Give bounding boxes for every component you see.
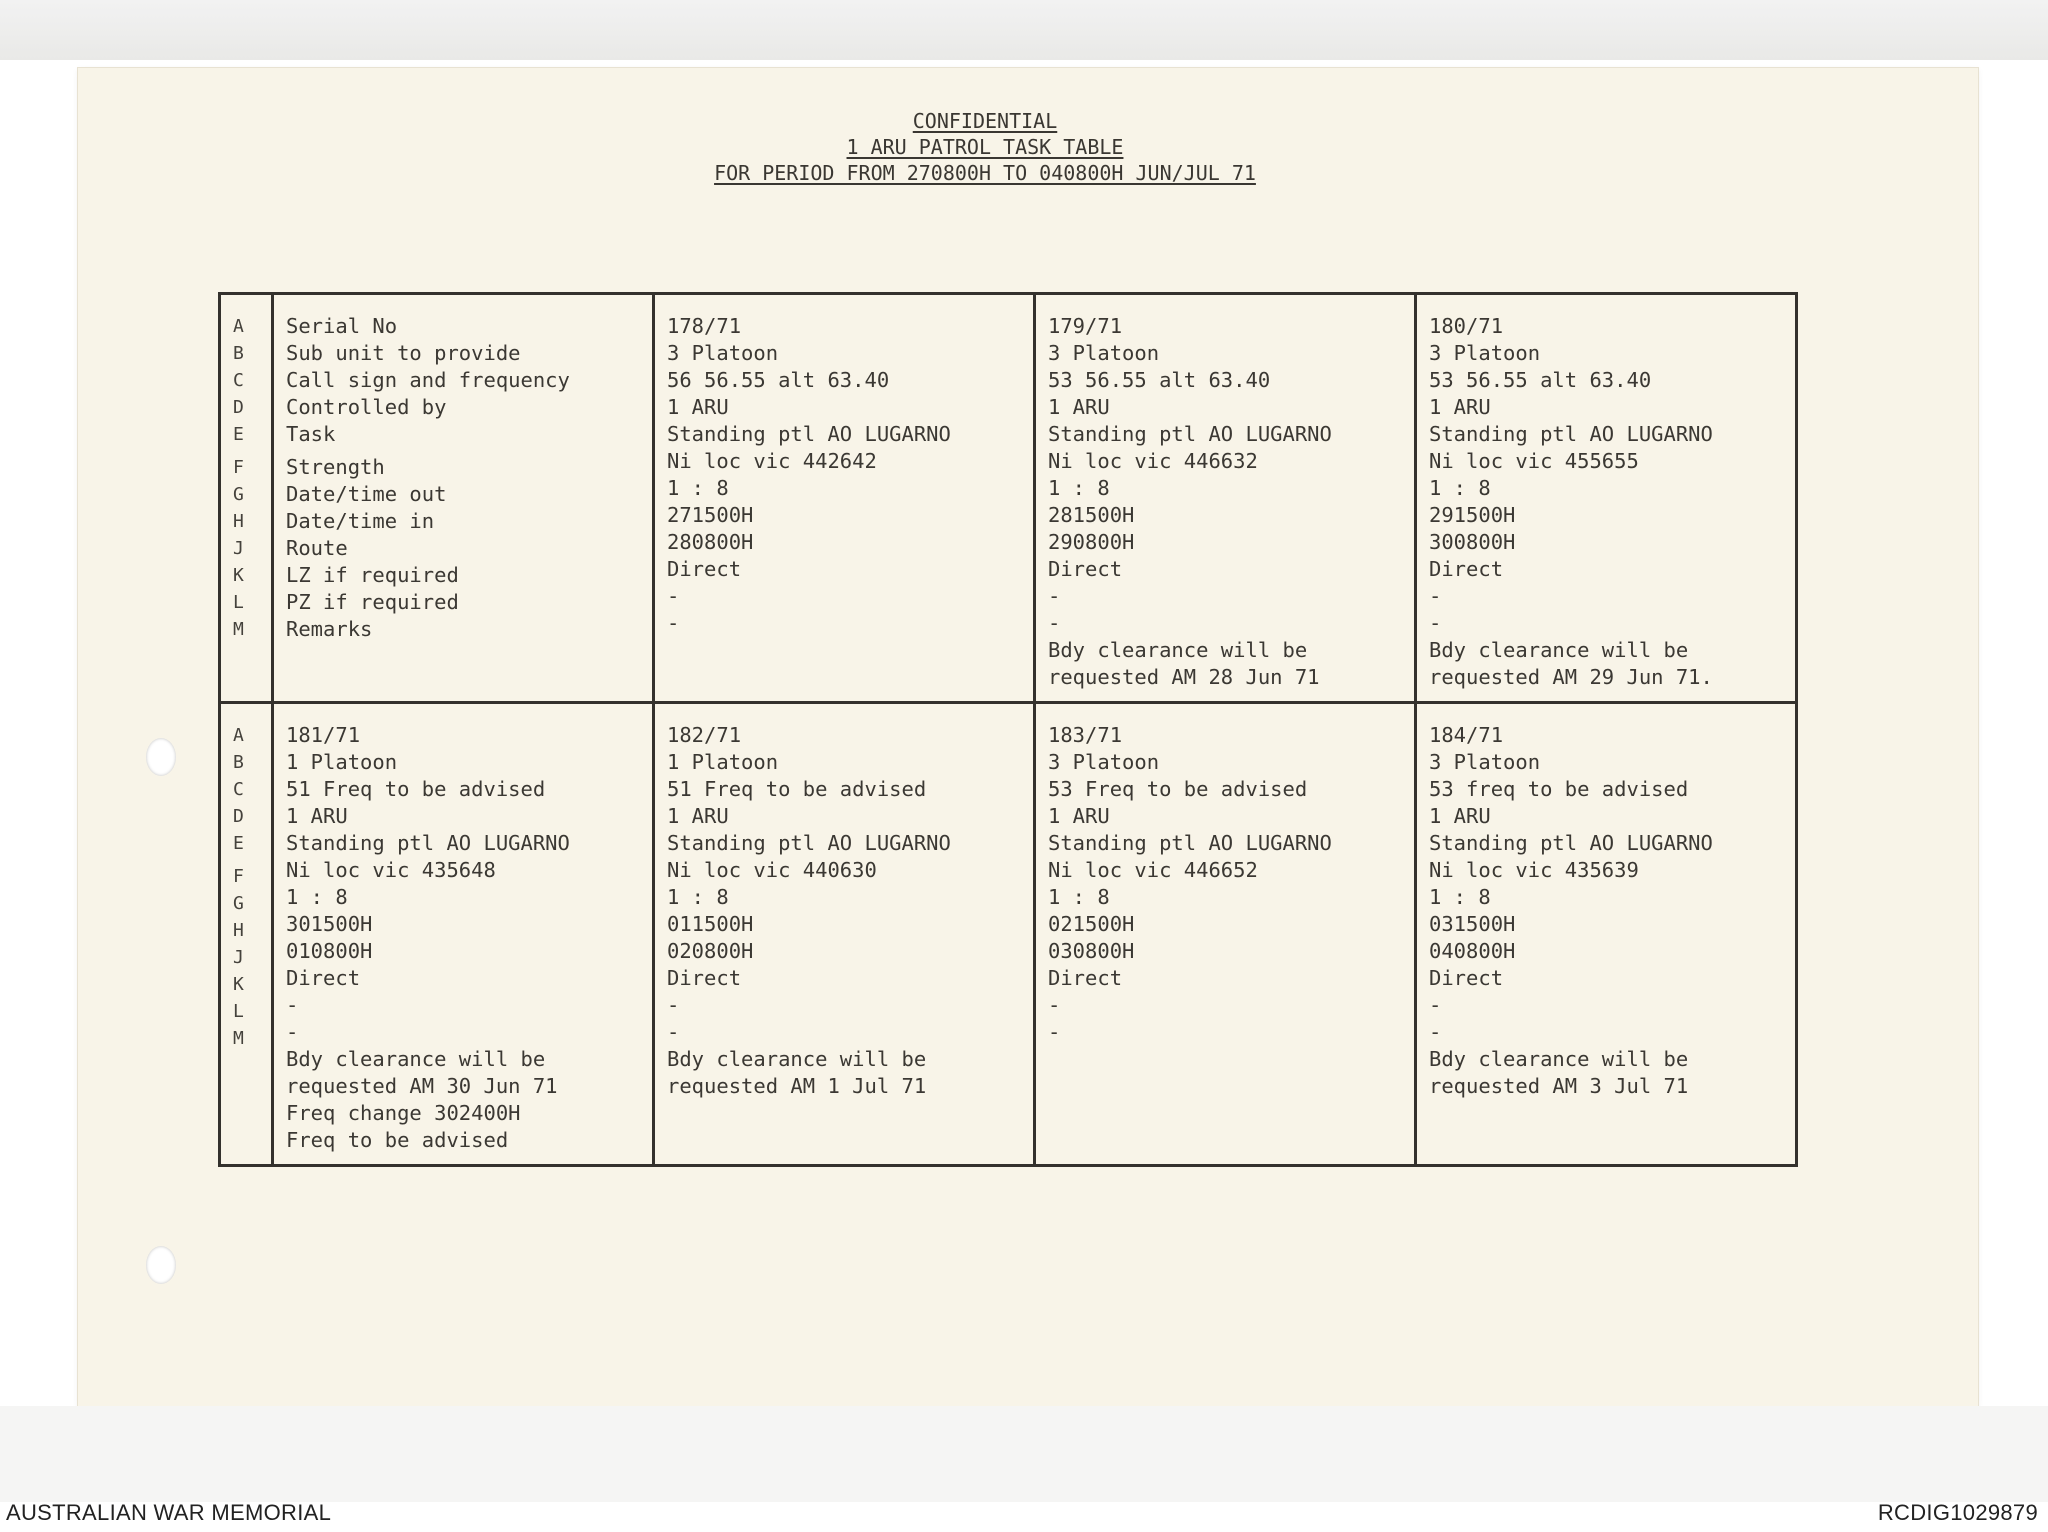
row-letter: G — [233, 893, 244, 914]
time-out: 031500H — [1429, 912, 1516, 936]
strength: 1 : 8 — [286, 885, 348, 909]
row-letter: F — [233, 457, 244, 478]
controlled-by: 1 ARU — [1429, 804, 1491, 828]
pz: - — [667, 1020, 680, 1044]
time-in: 010800H — [286, 939, 373, 963]
table-row — [220, 294, 1797, 703]
row-letter: H — [233, 920, 244, 941]
row-letter: A — [233, 725, 244, 746]
task-location: Ni loc vic 435648 — [286, 858, 496, 882]
row-letter: K — [233, 565, 244, 586]
task-location: Ni loc vic 455655 — [1429, 449, 1639, 473]
patrol-cell — [1035, 703, 1416, 1166]
row-letter: D — [233, 397, 244, 418]
remarks: requested AM 29 Jun 71. — [1429, 665, 1713, 689]
route: Direct — [286, 966, 361, 990]
pz: - — [286, 1020, 299, 1044]
time-in: 290800H — [1048, 530, 1135, 554]
field-label: Task — [286, 422, 336, 446]
call-sign: 53 56.55 alt 63.40 — [1429, 368, 1652, 392]
row-letters — [220, 294, 273, 703]
row-letter: B — [233, 343, 244, 364]
strength: 1 : 8 — [1429, 476, 1491, 500]
field-label: PZ if required — [286, 590, 459, 614]
route: Direct — [1048, 966, 1123, 990]
lz: - — [667, 993, 680, 1017]
lz: - — [667, 584, 680, 608]
strength: 1 : 8 — [667, 885, 729, 909]
scan-background-top — [0, 0, 2048, 60]
patrol-cell — [1416, 703, 1797, 1166]
remarks: Bdy clearance will be — [1429, 1047, 1689, 1071]
remarks: Bdy clearance will be — [286, 1047, 546, 1071]
document-heading — [600, 108, 1370, 186]
pz: - — [1048, 611, 1061, 635]
patrol-cell — [654, 703, 1035, 1166]
route: Direct — [667, 557, 742, 581]
serial-no: 179/71 — [1048, 314, 1123, 338]
serial-no: 183/71 — [1048, 723, 1123, 747]
row-letter: C — [233, 370, 244, 391]
row-letter: J — [233, 947, 244, 968]
time-in: 300800H — [1429, 530, 1516, 554]
remarks: requested AM 1 Jul 71 — [667, 1074, 927, 1098]
scan-background-bottom — [0, 1406, 2048, 1502]
punch-hole — [146, 1246, 176, 1284]
route: Direct — [1048, 557, 1123, 581]
row-letter: E — [233, 424, 244, 445]
field-label: Serial No — [286, 314, 398, 338]
remarks: Freq to be advised — [286, 1128, 509, 1152]
sub-unit: 3 Platoon — [667, 341, 779, 365]
row-letter: K — [233, 974, 244, 995]
sub-unit: 3 Platoon — [1429, 341, 1541, 365]
field-labels — [273, 294, 654, 703]
controlled-by: 1 ARU — [286, 804, 348, 828]
strength: 1 : 8 — [667, 476, 729, 500]
pz: - — [1048, 1020, 1061, 1044]
task-location: Ni loc vic 435639 — [1429, 858, 1639, 882]
archive-credit: AUSTRALIAN WAR MEMORIAL — [6, 1500, 332, 1525]
time-in: 030800H — [1048, 939, 1135, 963]
controlled-by: 1 ARU — [1048, 804, 1110, 828]
time-in: 020800H — [667, 939, 754, 963]
route: Direct — [1429, 557, 1504, 581]
pz: - — [1429, 611, 1442, 635]
row-letter: L — [233, 1001, 244, 1022]
sub-unit: 1 Platoon — [667, 750, 779, 774]
row-letter: J — [233, 538, 244, 559]
field-label: Controlled by — [286, 395, 447, 419]
time-out: 291500H — [1429, 503, 1516, 527]
task-location: Ni loc vic 440630 — [667, 858, 877, 882]
route: Direct — [1429, 966, 1504, 990]
field-label: Date/time in — [286, 509, 435, 533]
lz: - — [1048, 993, 1061, 1017]
serial-no: 181/71 — [286, 723, 361, 747]
row-letter: F — [233, 866, 244, 887]
sub-unit: 3 Platoon — [1429, 750, 1541, 774]
lz: - — [1429, 993, 1442, 1017]
task-location: Ni loc vic 446632 — [1048, 449, 1258, 473]
row-letter: L — [233, 592, 244, 613]
controlled-by: 1 ARU — [1429, 395, 1491, 419]
remarks: requested AM 3 Jul 71 — [1429, 1074, 1689, 1098]
row-letter: A — [233, 316, 244, 337]
sub-unit: 3 Platoon — [1048, 750, 1160, 774]
task-location: Ni loc vic 442642 — [667, 449, 877, 473]
patrol-cell — [1416, 294, 1797, 703]
task: Standing ptl AO LUGARNO — [1048, 422, 1332, 446]
time-out: 271500H — [667, 503, 754, 527]
table-row — [220, 703, 1797, 1166]
field-label: LZ if required — [286, 563, 459, 587]
classification-heading: CONFIDENTIAL — [912, 109, 1058, 133]
call-sign: 53 Freq to be advised — [1048, 777, 1308, 801]
strength: 1 : 8 — [1048, 476, 1110, 500]
task: Standing ptl AO LUGARNO — [1048, 831, 1332, 855]
task: Standing ptl AO LUGARNO — [1429, 422, 1713, 446]
serial-no: 180/71 — [1429, 314, 1504, 338]
field-label: Strength — [286, 455, 385, 479]
row-letter: E — [233, 833, 244, 854]
task-location: Ni loc vic 446652 — [1048, 858, 1258, 882]
field-label: Route — [286, 536, 348, 560]
patrol-cell — [1035, 294, 1416, 703]
call-sign: 56 56.55 alt 63.40 — [667, 368, 890, 392]
remarks: Bdy clearance will be — [1429, 638, 1689, 662]
field-label: Call sign and frequency — [286, 368, 570, 392]
remarks: Freq change 302400H — [286, 1101, 521, 1125]
call-sign: 53 freq to be advised — [1429, 777, 1689, 801]
serial-no: 182/71 — [667, 723, 742, 747]
call-sign: 51 Freq to be advised — [667, 777, 927, 801]
call-sign: 51 Freq to be advised — [286, 777, 546, 801]
remarks: requested AM 28 Jun 71 — [1048, 665, 1320, 689]
field-label: Sub unit to provide — [286, 341, 521, 365]
row-letter: C — [233, 779, 244, 800]
pz: - — [667, 611, 680, 635]
time-in: 040800H — [1429, 939, 1516, 963]
row-letter: D — [233, 806, 244, 827]
row-letter: G — [233, 484, 244, 505]
remarks: requested AM 30 Jun 71 — [286, 1074, 558, 1098]
field-label: Remarks — [286, 617, 373, 641]
row-letter: B — [233, 752, 244, 773]
time-out: 021500H — [1048, 912, 1135, 936]
patrol-cell — [654, 294, 1035, 703]
call-sign: 53 56.55 alt 63.40 — [1048, 368, 1271, 392]
remarks: Bdy clearance will be — [1048, 638, 1308, 662]
strength: 1 : 8 — [1429, 885, 1491, 909]
row-letter: M — [233, 619, 244, 640]
sub-unit: 3 Platoon — [1048, 341, 1160, 365]
time-in: 280800H — [667, 530, 754, 554]
serial-no: 178/71 — [667, 314, 742, 338]
punch-hole — [146, 738, 176, 776]
lz: - — [286, 993, 299, 1017]
task: Standing ptl AO LUGARNO — [667, 422, 951, 446]
archive-reference: RCDIG1029879 — [1877, 1500, 2038, 1525]
task: Standing ptl AO LUGARNO — [286, 831, 570, 855]
time-out: 281500H — [1048, 503, 1135, 527]
period-heading: FOR PERIOD FROM 270800H TO 040800H JUN/JUL 71 — [714, 161, 1256, 185]
route: Direct — [667, 966, 742, 990]
time-out: 301500H — [286, 912, 373, 936]
strength: 1 : 8 — [1048, 885, 1110, 909]
task: Standing ptl AO LUGARNO — [667, 831, 951, 855]
row-letters — [220, 703, 273, 1166]
row-letter: M — [233, 1028, 244, 1049]
lz: - — [1048, 584, 1061, 608]
controlled-by: 1 ARU — [667, 395, 729, 419]
remarks: Bdy clearance will be — [667, 1047, 927, 1071]
row-letter: H — [233, 511, 244, 532]
pz: - — [1429, 1020, 1442, 1044]
serial-no: 184/71 — [1429, 723, 1504, 747]
task: Standing ptl AO LUGARNO — [1429, 831, 1713, 855]
table-title: 1 ARU PATROL TASK TABLE — [846, 135, 1124, 159]
lz: - — [1429, 584, 1442, 608]
controlled-by: 1 ARU — [667, 804, 729, 828]
patrol-cell — [273, 703, 654, 1166]
field-label: Date/time out — [286, 482, 447, 506]
controlled-by: 1 ARU — [1048, 395, 1110, 419]
sub-unit: 1 Platoon — [286, 750, 398, 774]
time-out: 011500H — [667, 912, 754, 936]
patrol-task-table — [218, 292, 1798, 1167]
